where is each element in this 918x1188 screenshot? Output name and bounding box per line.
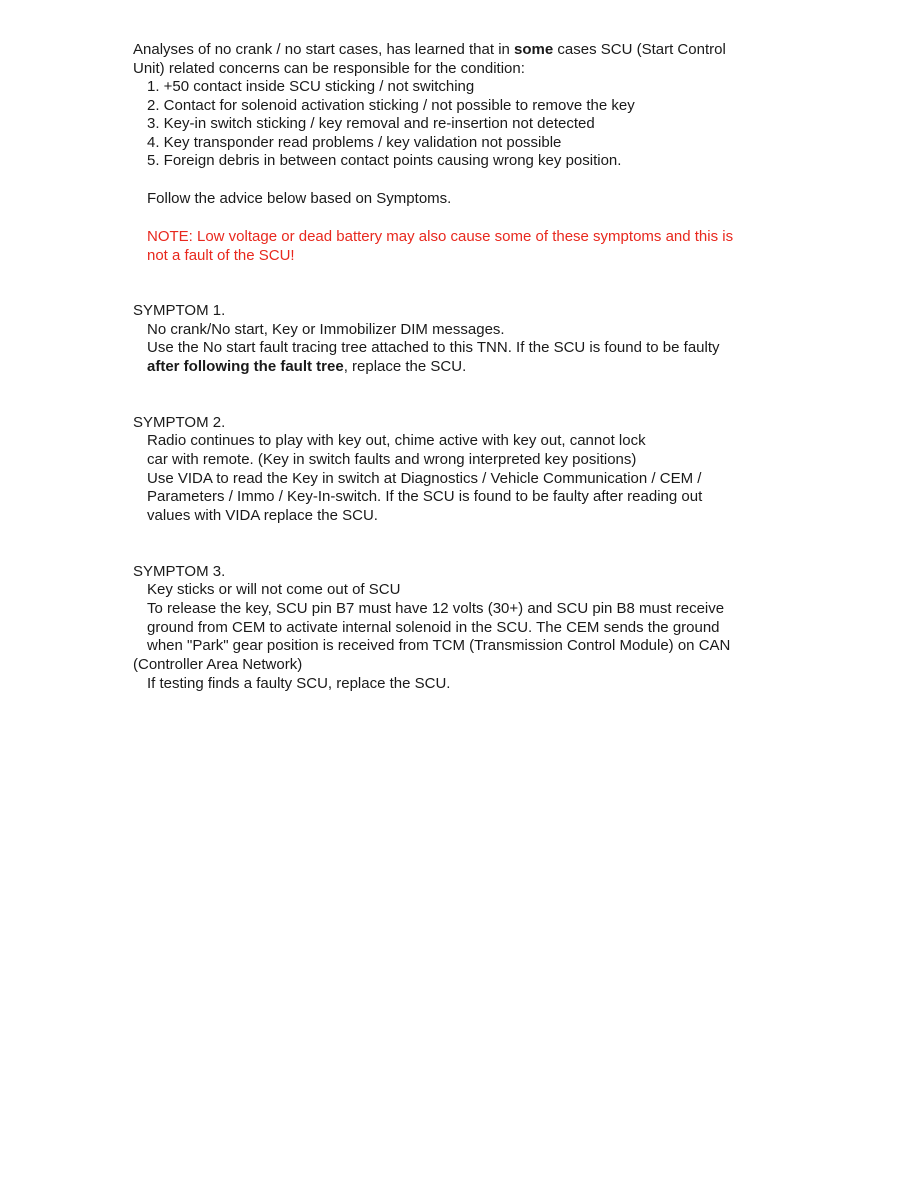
symptom-2-line-2: car with remote. (Key in switch faults and wrong interpreted key positions) xyxy=(147,451,637,468)
symptom-3-line-4: when "Park" gear position is received from TCM (Transmission Control Module) on CAN xyxy=(147,637,731,654)
symptom-3-line-2: To release the key, SCU pin B7 must have 12 volts (30+) and SCU pin B8 must receive xyxy=(147,600,725,617)
advice-line: Follow the advice below based on Symptoms. xyxy=(147,190,452,207)
intro-text: Analyses of no crank / no start cases, has learned that in xyxy=(133,41,515,58)
symptom-3-final-line: If testing finds a faulty SCU, replace the SCU. xyxy=(147,675,451,692)
symptom-1-text: , replace the SCU. xyxy=(343,358,467,375)
symptom-2-line-5: values with VIDA replace the SCU. xyxy=(147,507,378,524)
intro-line-1 xyxy=(133,41,726,59)
emphasis-some: some xyxy=(514,41,554,58)
cause-item-3: 3. Key-in switch sticking / key removal and re-insertion not detected xyxy=(147,115,595,132)
symptom-2-heading: SYMPTOM 2. xyxy=(133,414,226,431)
symptom-2-line-3: Use VIDA to read the Key in switch at Diagnostics / Vehicle Communication / CEM / xyxy=(147,470,702,487)
symptom-1-line-2: Use the No start fault tracing tree attached to this TNN. If the SCU is found to be faulty xyxy=(147,339,720,356)
symptom-3-heading: SYMPTOM 3. xyxy=(133,563,226,580)
cause-item-4: 4. Key transponder read problems / key validation not possible xyxy=(147,134,562,151)
note-line-1: NOTE: Low voltage or dead battery may also cause some of these symptoms and this is xyxy=(147,228,734,245)
cause-item-1: 1. +50 contact inside SCU sticking / not switching xyxy=(147,78,475,95)
cause-item-2: 2. Contact for solenoid activation sticking / not possible to remove the key xyxy=(147,97,635,114)
symptom-2-line-1: Radio continues to play with key out, chime active with key out, cannot lock xyxy=(147,432,646,449)
emphasis-fault-tree: after following the fault tree xyxy=(147,358,344,375)
symptom-1-line-3 xyxy=(147,358,466,376)
symptom-1-heading: SYMPTOM 1. xyxy=(133,302,226,319)
symptom-3-line-3: ground from CEM to activate internal solenoid in the SCU. The CEM sends the ground xyxy=(147,619,720,636)
symptom-2-line-4: Parameters / Immo / Key-In-switch. If the SCU is found to be faulty after reading out xyxy=(147,488,703,505)
intro-line-2: Unit) related concerns can be responsible for the condition: xyxy=(133,60,525,77)
intro-text: cases SCU (Start Control xyxy=(553,41,726,58)
cause-item-5: 5. Foreign debris in between contact points causing wrong key position. xyxy=(147,152,622,169)
symptom-1-line-1: No crank/No start, Key or Immobilizer DIM messages. xyxy=(147,321,505,338)
note-line-2: not a fault of the SCU! xyxy=(147,247,295,264)
symptom-3-outdented-line: (Controller Area Network) xyxy=(133,656,303,673)
symptom-3-line-1: Key sticks or will not come out of SCU xyxy=(147,581,401,598)
